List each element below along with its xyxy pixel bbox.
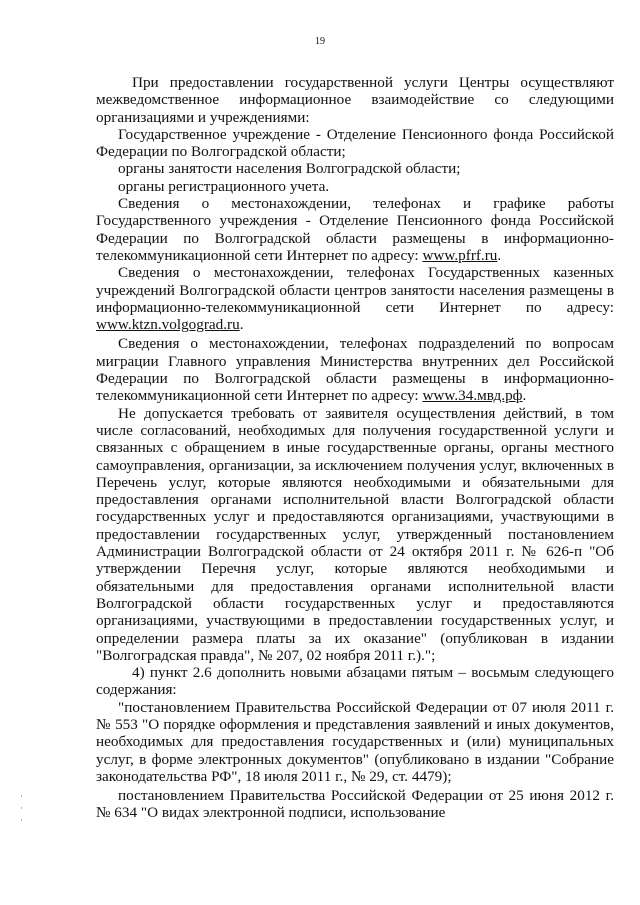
link-mvd[interactable]: www.34.мвд.рф bbox=[422, 387, 523, 405]
paragraph-pension-fund-info bbox=[96, 195, 614, 264]
paragraph-resolution-634: постановлением Правительства Российской Федерации от 25 июня 2012 г. № 634 "О видах электронной подписи, использование bbox=[96, 787, 614, 822]
paragraph-text: Сведения о местонахождении, телефонах Государственных казенных учреждений Волгоградской области центров занятости населения размещены в информационно-телекоммуникационной сети Интернет по адресу: bbox=[96, 264, 614, 316]
page-number: 19 bbox=[315, 36, 325, 47]
paragraph-prohibition: Не допускается требовать от заявителя осуществления действий, в том числе согласований, необходимых для получения государственной услуги и связанных с обращением в иные государственные органы, органы местного самоуправления, организации, за исключением получения услуг, включенных в Перечень услуг, которые являются необходимыми и обязательными для предоставления органами исполнительной власти Волгоградской области государственных услуг и предоставляются организациями, участвующими в предоставлении государственных услуг, утвержденный постановлением Администрации Волгоградской области от 24 октября 2011 г. № 626-п "Об утверждении Перечня услуг, которые являются необходимыми и обязательными для предоставления органами исполнительной власти Волгоградской области государственных услуг и предоставляются организациями, участвующими в предоставлении государственных услуг, и определении размера платы за их оказание" (опубликован в издании "Волгоградская правда", № 207, 02 ноября 2011 г.)."; bbox=[96, 404, 614, 664]
paragraph-intro: При предоставлении государственной услуги Центры осуществляют межведомственное информационное взаимодействие со следующими организациями и учреждениями: bbox=[96, 74, 614, 126]
paragraph-employment-agencies: органы занятости населения Волгоградской области; bbox=[118, 160, 461, 178]
document-body bbox=[96, 74, 614, 822]
paragraph-end: . bbox=[239, 316, 244, 334]
paragraph-end: . bbox=[497, 246, 502, 264]
paragraph-item-4: 4) пункт 2.6 дополнить новыми абзацами пятым – восьмым следующего содержания: bbox=[96, 664, 614, 699]
margin-marks: · · · bbox=[20, 791, 23, 825]
link-pfrf[interactable]: www.pfrf.ru bbox=[422, 246, 498, 264]
paragraph-employment-centers-info bbox=[96, 264, 614, 333]
paragraph-text: Сведения о местонахождении, телефонах и графике работы Государственного учреждения - Отделение Пенсионного фонда Российской Федерации по Волгоградской области размещены в информационно-телекоммуникационной сети Интернет по адресу: bbox=[96, 195, 614, 264]
paragraph-text: Сведения о местонахождении, телефонах подразделений по вопросам миграции Главного управления Министерства внутренних дел Российской Федерации по Волгоградской области размещены в информационно-телекоммуникационной сети Интернет по адресу: bbox=[96, 335, 614, 405]
paragraph-resolution-553: "постановлением Правительства Российской Федерации от 07 июля 2011 г. № 553 "О порядке оформления и представления заявлений и иных документов, необходимых для предоставления государственных и (или) муниципальных услуг, в форме электронных документов" (опубликовано в издании "Собрание законодательства РФ", 18 июля 2011 г., № 29, ст. 4479); bbox=[96, 698, 614, 785]
paragraph-registration-agencies: органы регистрационного учета. bbox=[118, 177, 330, 195]
paragraph-migration-info bbox=[96, 335, 614, 404]
link-ktzn[interactable]: www.ktzn.volgograd.ru bbox=[96, 316, 240, 334]
paragraph-end: . bbox=[522, 387, 527, 405]
paragraph-pension-fund: Государственное учреждение - Отделение Пенсионного фонда Российской Федерации по Волгоградской области; bbox=[96, 125, 614, 161]
